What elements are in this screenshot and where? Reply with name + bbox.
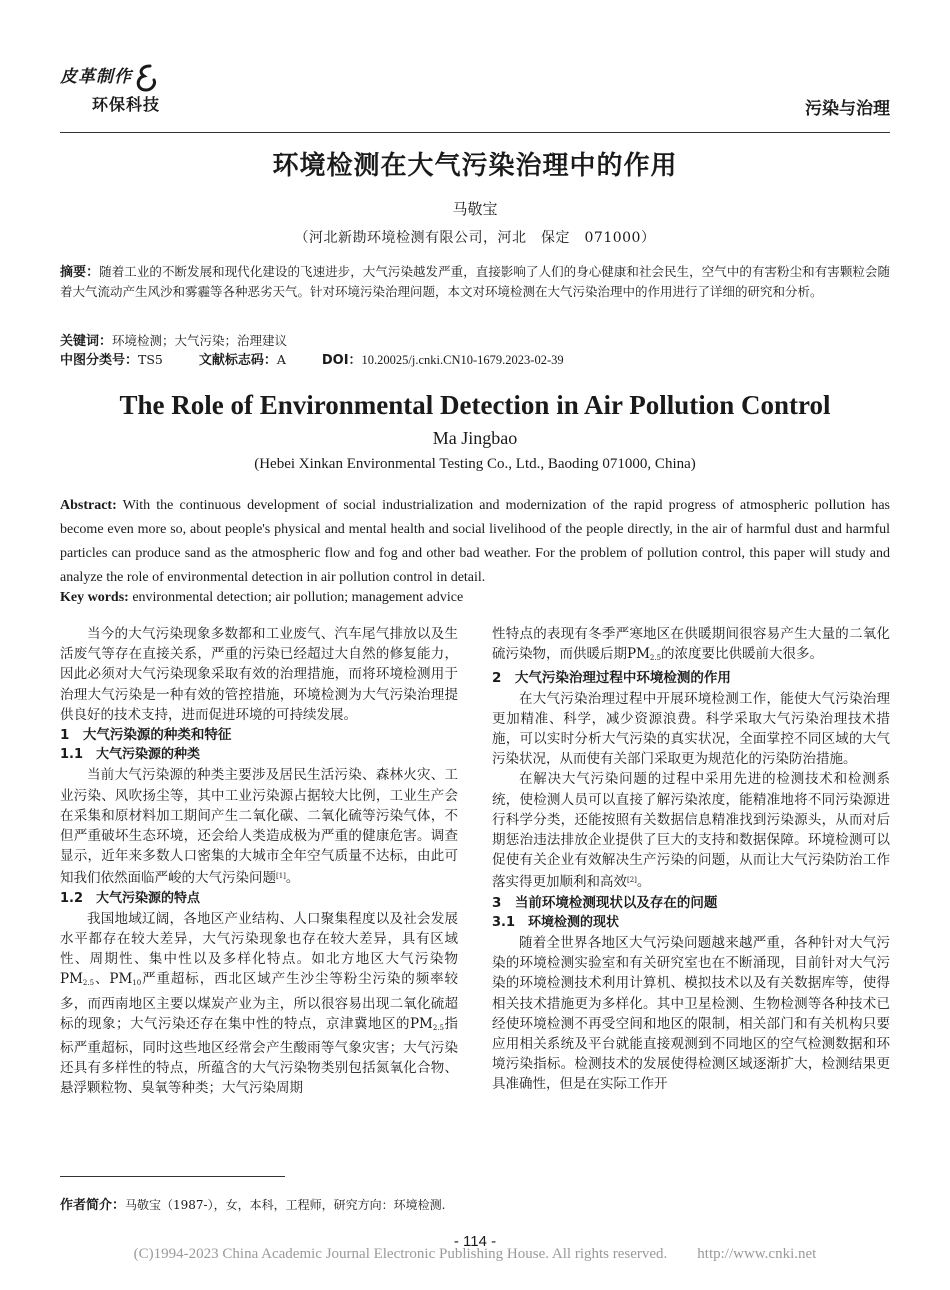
section-2-paragraph-2: [492, 769, 890, 892]
subscript-pm25-c: 2.5: [649, 654, 662, 663]
continued-text-b: 的浓度要比供暖前大很多。: [661, 646, 824, 663]
author-en: Ma Jingbao: [432, 428, 518, 448]
author-cn: 马敬宝: [452, 200, 498, 218]
keywords-en: [60, 590, 463, 606]
section-label: 污染与治理: [805, 99, 890, 119]
section-2-heading: 2 大气污染治理过程中环境检测的作用: [492, 670, 731, 687]
title-en: The Role of Environmental Detection in Air Pollution Control: [119, 390, 831, 420]
page-number: - 114 -: [453, 1233, 497, 1250]
section-1-heading: 1 大气污染源的种类和特征: [60, 727, 232, 744]
title-cn: 环境检测在大气污染治理中的作用: [272, 151, 678, 181]
footnote-divider: [60, 1176, 285, 1177]
subscript-pm10: 10: [132, 979, 142, 988]
intro-paragraph: 当今的大气污染现象多数都和工业废气、汽车尾气排放以及生活废气等存在直接关系，严重的污染已经超过大自然的修复能力，因此必须对大气污染现象采取有效的治理措施，而将环境检测用于治理大气污染是一种有效的管控措施，环境检测为大气污染治理提供良好的技术支持，进而促进环境的可持续发展。: [60, 626, 458, 723]
abstract-en-text: With the continuous development of social industrialization and modernization of the rapid progress of atmospheric pollution has become even more so, about people's physical and mental health and social livelihood of the people directly, in the air of harmful dust and harmful particles can produce sand as the atmospheric flow and fog and other bad weather. For the problem of pollution control, this paper will study and analyze the role of environmental detection in air pollution control in detail.: [60, 498, 890, 585]
reference-1: [1]: [276, 872, 286, 881]
section-2-text-end: 。: [636, 874, 651, 891]
section-1-1-heading: 1.1 大气污染源的种类: [60, 747, 201, 763]
journal-name-line2: 环保科技: [92, 95, 161, 114]
section-1-2-paragraph: [60, 909, 458, 1099]
abstract-cn-label: 摘要：: [60, 265, 100, 280]
doc-code-value: A: [276, 352, 286, 367]
section-1-2-text-c: 严重超标，西北区域产生沙尘等粉尘污染的频率较多，而西南地区主要以煤炭产业为主，所以很容易出现二氧化硫超标的现象；大气污染还存在集中性的特点，京津冀地区的PM: [60, 971, 458, 1032]
abstract-cn: [60, 262, 890, 301]
affiliation-en: (Hebei Xinkan Environmental Testing Co., Ltd., Baoding 071000, China): [254, 456, 696, 472]
affiliation-cn: （河北新勘环境检测有限公司，河北 保定 071000）: [294, 230, 656, 246]
doi-label: DOI：: [321, 353, 362, 368]
section-1-2-text-a: 我国地域辽阔，各地区产业结构、人口聚集程度以及社会发展水平都存在较大差异，大气污染现象也存在较大差异，具有区域性、周期性、集中性以及多样化特点。如北方地区大气污染物PM: [60, 910, 458, 988]
keywords-cn-text: 环境检测；大气污染；治理建议: [112, 333, 288, 348]
classification-line: [60, 349, 564, 368]
abstract-en: [60, 494, 890, 590]
section-3-1-heading: 3.1 环境检测的现状: [492, 914, 620, 930]
keywords-cn: [60, 330, 287, 349]
doc-code-label: 文献标志码：: [198, 353, 277, 368]
keywords-en-label: Key words:: [60, 590, 129, 605]
subscript-pm25: 2.5: [82, 979, 95, 988]
journal-name-line1: 皮革制作: [60, 67, 132, 87]
journal-logo: [60, 62, 180, 118]
section-2-paragraph-1: 在大气污染治理过程中开展环境检测工作，能使大气污染治理更加精准、科学，减少资源浪费。科学采取大气污染治理技术措施，可以实时分析大气污染的真实状况，全面掌控不同区域的大气污染状况，从而使有关部门采取更为规范化的污染防治措施。: [492, 690, 890, 768]
journal-ampersand-icon: [132, 64, 158, 94]
section-1-2-heading: 1.2 大气污染源的特点: [60, 890, 201, 906]
footnote-text: 马敬宝（1987-），女，本科，工程师，研究方向：环境检测.: [125, 1198, 446, 1212]
doi-value: 10.20025/j.cnki.CN10-1679.2023-02-39: [361, 353, 564, 367]
reference-2: [2]: [627, 876, 637, 885]
subscript-pm25-b: 2.5: [432, 1023, 445, 1032]
footnote-label: 作者简介：: [60, 1198, 126, 1213]
section-1-1-paragraph: [60, 765, 458, 888]
copyright-watermark: (C)1994-2023 China Academic Journal Electronic Publishing House. All rights reserved. http://www.cnki.net: [133, 1246, 817, 1262]
section-3-heading: 3 当前环境检测现状以及存在的问题: [492, 894, 718, 911]
section-1-2-text-d: 指标严重超标，同时这些地区经常会产生酸雨等气象灾害；大气污染还具有多样性的特点，所蕴含的大气污染物类别包括氮氧化合物、悬浮颗粒物、臭氧等种类；大气污染周期: [60, 1015, 459, 1097]
abstract-en-label: Abstract:: [60, 498, 117, 513]
section-1-2-text-b: 、PM: [94, 971, 133, 988]
clc-label: 中图分类号：: [60, 353, 139, 368]
author-footnote: [60, 1194, 445, 1213]
keywords-en-text: environmental detection; air pollution; management advice: [128, 590, 464, 605]
section-1-1-text: 当前大气污染源的种类主要涉及居民生活污染、森林火灾、工业污染、风吹扬尘等，其中工业污染源占据较大比例，工业生产会在采集和原材料加工期间产生二氧化碳、二氧化硫等污染气体，不但严重破坏生态环境，还会给人类造成极为严重的健康危害。调查显示，近年来多数人口密集的大城市全年空气质量不达标，由此可知我们依然面临严峻的大气污染问题: [60, 767, 458, 887]
continued-paragraph: [492, 624, 890, 668]
header-divider: [60, 132, 890, 133]
body-column-right: [492, 624, 890, 1095]
section-2-text: 在解决大气污染问题的过程中采用先进的检测技术和检测系统，使检测人员可以直接了解污染浓度，能精准地将不同污染源进行科学分类，还能按照有关数据信息精准找到污染源头，从而对后期惩治违法排放企业提供了巨大的支持和数据保障。环境检测可以促使有关企业有效解决生产污染的问题，从而让大气污染防治工作落实得更加顺利和高效: [492, 771, 890, 891]
section-1-1-text-end: 。: [285, 870, 300, 887]
section-3-1-paragraph: 随着全世界各地区大气污染问题越来越严重，各种针对大气污染的环境检测实验室和有关研究室也在不断涌现，目前针对大气污染的环境检测技术利用计算机、模拟技术以及有关数据库等，使得相关技术措施更为多样化。其中卫星检测、生物检测等各种技术已经使环境检测不再受空间和地区的限制，相关部门和有关机构只要应用相关系统及平台就能直接观测到不同地区的空气检测数据和环境污染指标。检测技术的发展使得检测区域逐渐扩大，检测结果更具准确性，但是在实际工作开: [492, 935, 890, 1093]
abstract-cn-text: 随着工业的不断发展和现代化建设的飞速进步，大气污染越发严重，直接影响了人们的身心健康和社会民生，空气中的有害粉尘和有害颗粒会随着大气流动产生风沙和雾霾等各种恶劣天气。针对环境污染治理问题，本文对环境检测在大气污染治理中的作用进行了详细的研究和分析。: [60, 264, 890, 299]
clc-value: TS5: [138, 352, 163, 367]
continued-text-a: 性特点的表现有冬季严寒地区在供暖期间很容易产生大量的二氧化硫污染物，而供暖后期PM: [492, 626, 890, 663]
body-column-left: [60, 624, 458, 1099]
keywords-cn-label: 关键词：: [60, 334, 113, 349]
